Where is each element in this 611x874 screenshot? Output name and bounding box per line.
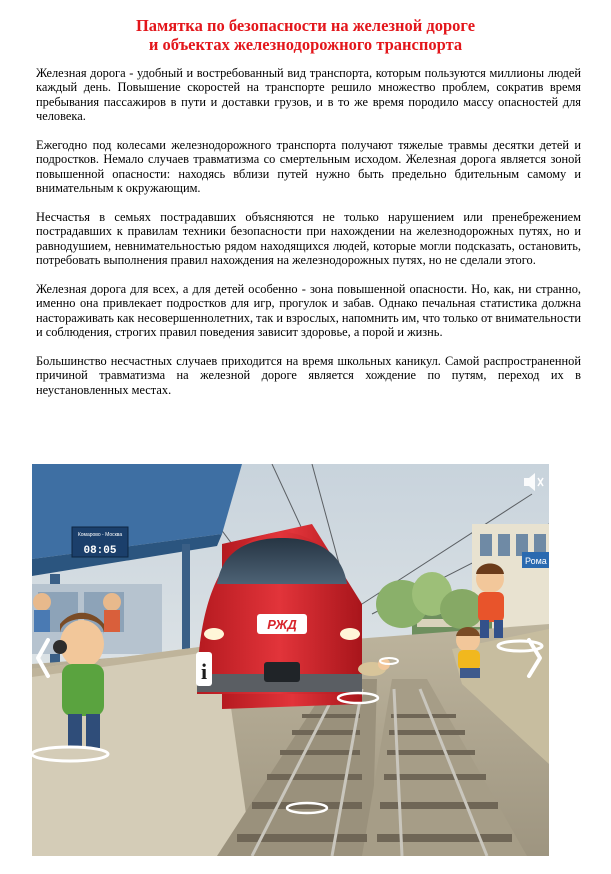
train-logo: РЖД	[267, 617, 297, 632]
building-sign: Рома	[525, 556, 547, 566]
clock-time: 08:05	[83, 545, 117, 557]
station-sign-text: Комарово - Москва	[77, 532, 123, 538]
title-line-2: и объектах железнодорожного транспорта	[148, 35, 463, 54]
info-icon-glyph: i	[200, 659, 208, 684]
paragraph: Несчастья в семьях пострадавших объясняются не только нарушением или пренебрежением пострадавших к правилам техники безопасности при нахождении на железнодорожных путях, но и равнодушием, невнимательностью рядом находящихся людей, которые могли подсказать, остановить, потребовать выполнения правил нахождения на железнодорожных путях, но не сделали этого.	[36, 210, 581, 268]
paragraph: Железная дорога для всех, а для детей особенно - зона повышенной опасности. Но, как, ни странно, именно она привлекает подростков для игр, прогулок и забав. Однако печальная статистика должна настораживать как несовершеннолетних, так и взрослых, напомнить им, что только от внимательности и соблюдения, строгих правил поведения зависит здоровье, а порой и жизнь.	[36, 282, 581, 340]
station-clock-sign	[72, 527, 128, 557]
paragraph: Железная дорога - удобный и востребованный вид транспорта, которым пользуются миллионы людей каждый день. Повышение скоростей на транспорте решило множество проблем, сократив время пребывания пассажиров в пути и доставки грузов, и в то же время породило массу опасностей для человека.	[36, 66, 581, 124]
document-body	[36, 66, 581, 412]
info-icon[interactable]	[196, 652, 212, 686]
paragraph: Большинство несчастных случаев приходится на время школьных каникул. Самой распространенной причиной травматизма на железной дороге является хождение по путям, переход их в неустановленных местах.	[36, 354, 581, 397]
railway-illustration	[32, 464, 549, 856]
document-title	[0, 16, 611, 54]
title-line-1: Памятка по безопасности на железной дороге	[135, 16, 476, 35]
paragraph: Ежегодно под колесами железнодорожного транспорта получают тяжелые травмы десятки детей и подростков. Немало случаев травматизма со смертельным исходом. Железная дорога является зоной повышенной опасности: находясь вблизи путей нужно быть предельно бдительным самому и внимательным к окружающим.	[36, 138, 581, 196]
railway-scene	[32, 464, 549, 856]
